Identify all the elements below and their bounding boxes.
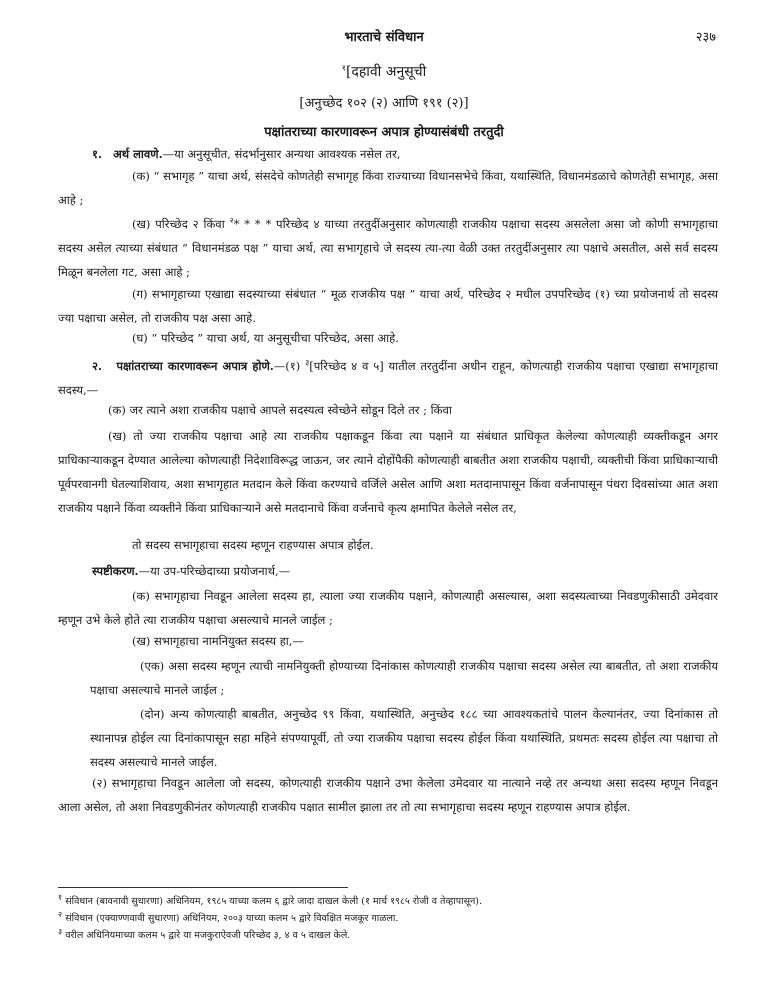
paragraph-number: १. bbox=[92, 147, 102, 161]
running-header-title: भारताचे संविधान bbox=[344, 30, 424, 45]
footnote-divider bbox=[58, 887, 348, 888]
explanation bbox=[58, 559, 718, 583]
page-number: २३७ bbox=[695, 30, 716, 45]
clause-1a: (क) “ सभागृह ” याचा अर्थ, संसदेचे कोणतेही सभागृह किंवा राज्याच्या विधानसभेचे किंवा, यथास्थिति, विधानमंडळाचे कोणतेही सभागृह, असा आहे ; bbox=[58, 169, 718, 207]
footnote-marker: २ bbox=[58, 909, 63, 919]
explanation-clause-a: (क) सभागृहाचा निवडून आलेला सदस्य हा, त्याला ज्या राजकीय पक्षाने, कोणत्याही असल्यास, अशा सदस्यत्वाच्या निवडणुकीसाठी उमेदवार म्हणून उभे केले होते त्या राजकीय पक्षाचा असल्याचे मानले जाईल ; bbox=[58, 589, 718, 627]
footnote-marker: ३ bbox=[58, 926, 63, 936]
clause-2a: (क) जर त्याने अशा राजकीय पक्षाचे आपले सदस्यत्व स्वेच्छेने सोडून दिले तर ; किंवा bbox=[108, 403, 452, 417]
clause-text: * * * * परिच्छेद ४ याच्या तरतुदींअनुसार कोणत्याही राजकीय पक्षाचा सदस्य असलेला असा जो कोणी सभागृहाचा सदस्य असेल त्याच्या संबंधात “ विधानमंडळ पक्ष ” याचा अर्थ, त्या सभागृहाचे जे सदस्य त्या-त्या वेळी उक्त तरतुदींअनुसार त्या पक्षाचे असतील, असे सर्व सदस्य मिळून बनलेला गट, असा आहे ; bbox=[58, 217, 718, 279]
footnote-1 bbox=[58, 893, 718, 910]
paragraph-title: अर्थ लावणे. bbox=[112, 147, 163, 161]
footnote-text: संविधान (एक्याण्णवावी सुधारणा) अधिनियम, २००३ याच्या कलम ५ द्वारे विवक्षित मजकूर गाळला. bbox=[65, 913, 399, 924]
articles-reference: [अनुच्छेद १०२ (२) आणि १९१ (२)] bbox=[299, 96, 469, 111]
paragraph-number: २. bbox=[92, 359, 102, 373]
footnote-ref: २ bbox=[229, 216, 234, 226]
footnote-text: संविधान (बावनावी सुधारणा) अधिनियम, १९८५ याच्या कलम ६ द्वारे जादा दाखल केली (१ मार्च १९८५ रोजी व तेव्हापासून). bbox=[65, 896, 482, 907]
explanation-clause-b: (ख) सभागृहाचा नामनियुक्त सदस्य हा,— bbox=[132, 634, 304, 648]
explanation-subclause-1: (एक) असा सदस्य म्हणून त्याची नामनियुक्ती होण्याच्या दिनांकास कोणत्याही राजकीय पक्षाचा सदस्य असेल त्या बाबतीत, तो अशा राजकीय पक्षाचा असल्याचे मानले जाईल ; bbox=[90, 659, 718, 697]
explanation-text: —या उप-परिच्छेदाच्या प्रयोजनार्थ,— bbox=[138, 564, 291, 578]
footnote-ref: १ bbox=[341, 63, 346, 73]
clause-1d: (घ) “ परिच्छेद ” याचा अर्थ, या अनुसूचीचा परिच्छेद, असा आहे. bbox=[132, 331, 399, 345]
section-heading: पक्षांतराच्या कारणावरून अपात्र होण्यासंबंधी तरतुदी bbox=[264, 125, 504, 140]
explanation-subclause-2: (दोन) अन्य कोणत्याही बाबतीत, अनुच्छेद ९९ किंवा, यथास्थिति, अनुच्छेद १८८ च्या आवश्यकतांचे पालन केल्यानंतर, ज्या दिनांकास तो स्थानापन्न होईल त्या दिनांकापासून सहा महिने संपण्यापूर्वी, तो ज्या राजकीय पक्षाचा सदस्य होईल किंवा यथास्थिति, प्रथमतः सदस्य होईल त्या पक्षाचा तो सदस्य असल्याचे मानले जाईल. bbox=[90, 707, 718, 769]
footnote-2 bbox=[58, 910, 718, 927]
clause-1c: (ग) सभागृहाच्या एखाद्या सदस्याच्या संबंधात “ मूळ राजकीय पक्ष ” याचा अर्थ, परिच्छेद २ मधील उपपरिच्छेद (१) च्या प्रयोजनार्थ तो सदस्य ज्या पक्षाचा असेल, तो राजकीय पक्ष असा आहे. bbox=[58, 287, 718, 325]
paragraph-text: [परिच्छेद ४ व ५] यातील तरतुदींना अधीन राहून, कोणत्याही राजकीय पक्षाचा एखाद्या सभागृहाचा सदस्य,— bbox=[58, 359, 719, 397]
schedule-title: $^१$[दहावी अनुसूची bbox=[341, 63, 427, 80]
footnote-text: वरील अधिनियमाच्या कलम ५ द्वारे या मजकुराऐवजी परिच्छेद ३, ४ व ५ दाखल केले. bbox=[65, 930, 351, 941]
paragraph-text: —(१) bbox=[273, 359, 306, 373]
clause-1b bbox=[58, 212, 718, 284]
footnote-ref: ३ bbox=[305, 358, 310, 368]
clause-text: (ख) परिच्छेद २ किंवा bbox=[132, 217, 230, 231]
paragraph-text: —या अनुसूचीत, संदर्भानुसार अन्यथा आवश्यक नसेल तर, bbox=[162, 147, 401, 161]
explanation-title: स्पष्टीकरण. bbox=[92, 564, 139, 578]
paragraph-1 bbox=[58, 142, 718, 166]
paragraph-2 bbox=[58, 354, 718, 402]
paragraph-2-2: (२) सभागृहाचा निवडून आलेला जो सदस्य, कोणत्याही राजकीय पक्षाने उभा केलेला उमेदवार या नात्याने नव्हे तर अन्यथा असा सदस्य म्हणून निवडून आला असेल, तो अशा निवडणुकीनंतर कोणत्याही राजकीय पक्षात सामील झाला तर तो त्या सभागृहाचा सदस्य म्हणून राहण्यास अपात्र होईल. bbox=[58, 776, 718, 814]
clause-2b: (ख) तो ज्या राजकीय पक्षाचा आहे त्या राजकीय पक्षाकडून किंवा त्या पक्षाने या संबंधात प्राधिकृत केलेल्या कोणत्याही व्यक्तीकडून अगर प्राधिकाऱ्याकडून देण्यात आलेल्या कोणत्याही निदेशाविरूद्ध जाऊन, जर त्याने दोहोंपैकी कोणत्याही बाबतीत अशा राजकीय पक्षाची, व्यक्तीची किंवा प्राधिकाऱ्याची पूर्वपरवानगी घेतल्याशिवाय, अशा सभागृहात मतदान केले किंवा करण्याचे वर्जिले असेल आणि अशा मतदानापासून किंवा वर्जनापासून पंधरा दिवसांच्या आत अशा राजकीय पक्षाने किंवा व्यक्तीने किंवा प्राधिकाऱ्याने असे मतदानाचे किंवा वर्जनाचे कृत्य क्षमापित केलेले नसेल तर, bbox=[58, 429, 718, 515]
paragraph-title: पक्षांतराच्या कारणावरून अपात्र होणे. bbox=[116, 359, 274, 373]
footnote-marker: १ bbox=[58, 892, 63, 902]
footnote-3 bbox=[58, 927, 718, 944]
clause-2-consequence: तो सदस्य सभागृहाचा सदस्य म्हणून राहण्यास अपात्र होईल. bbox=[132, 538, 374, 552]
schedule-title-text: दहावी अनुसूची bbox=[351, 64, 427, 80]
